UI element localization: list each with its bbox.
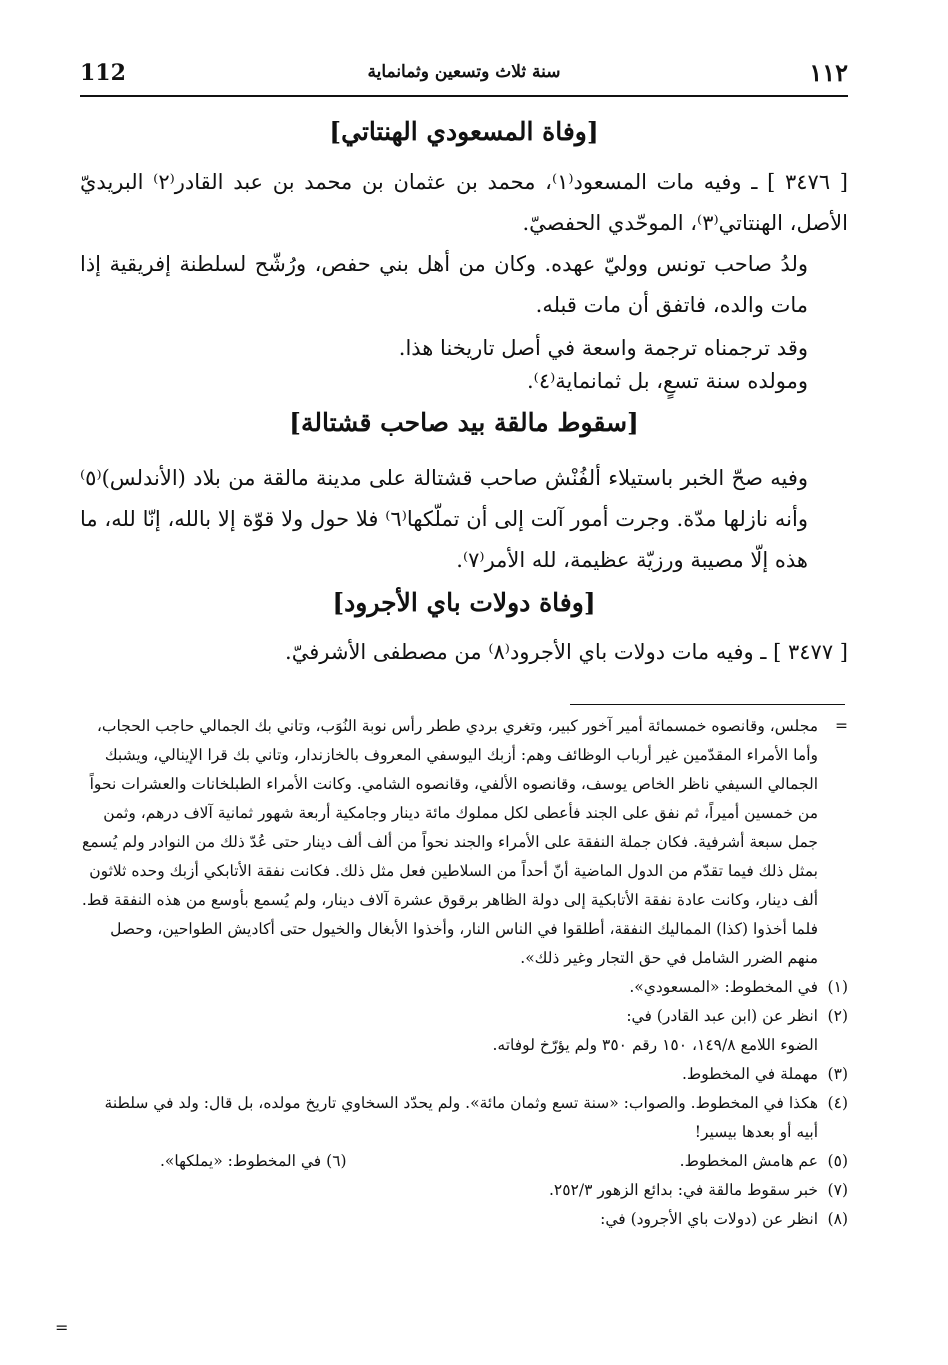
- section-body: [80, 458, 848, 581]
- footnote-number: (٣): [827, 1065, 848, 1083]
- continuation-mark-bottom: =: [55, 1318, 69, 1337]
- running-title: سنة ثلاث وتسعين وثمانماية: [367, 62, 561, 82]
- footnote-subtext: الضوء اللامع ١٤٩/٨، ١٥٠ رقم ٣٥٠ ولم يؤرّخ لوفاته.: [492, 1036, 818, 1054]
- footnote-text: خبر سقوط مالقة في: بدائع الزهور ٢٥٢/٣.: [548, 1181, 818, 1199]
- footnote-number: (٧): [827, 1181, 848, 1199]
- paragraph: وقد ترجمناه ترجمة واسعة في أصل تاريخنا هذا.: [398, 336, 808, 360]
- footnote-text: في المخطوط: «يملكها».: [160, 1152, 322, 1170]
- footnote-number: (٨): [827, 1210, 848, 1228]
- footnotes: [80, 712, 848, 1234]
- footnote-text: انظر عن (ابن عبد القادر) في:: [626, 1007, 818, 1025]
- footnote-text: انظر عن (دولات باي الأجرود) في:: [600, 1210, 818, 1228]
- footnote-number: (٦): [326, 1152, 347, 1170]
- section-body: [80, 632, 848, 673]
- footnote-continuation: [80, 712, 848, 973]
- footnote-number: (١): [827, 978, 848, 996]
- running-header: [80, 58, 848, 94]
- footnote: [80, 973, 848, 1002]
- footnote-pair: [80, 1147, 848, 1176]
- footnote: [80, 1002, 848, 1060]
- continuation-text: مجلس، وقانصوه خمسمائة أمير آخور كبير، وتغري بردي ططر رأس نوبة النُوَب، وتاني بك الجمالي حاجب الحجاب، وأما الأمراء المقدّمين غير أرباب الوظائف وهم: أزبك اليوسفي المعروف بالخازندار، وتاني بك قرا الإينالي، ويشبك الجمالي السيفي ناظر الخاص يوسف، وقانصوه الألفي، وقانصوه الشامي. وكانت الأمراء الطبلخانات والعشرات نحواً من خمسين أميراً، ثم نفق على الجند فأعطى لكل مملوك مائة دينار وجامكية أربعة شهور ثمانية آلاف درهم، وثمن جمل سبعة أشرفية. فكان جملة النفقة على الأمراء والجند نحواً من ألف ألف دينار حتى عُدّ ذلك من النوادر ولم يُسمع بمثل ذلك فيما تقدّم من الدول الماضية أنّ أحداً من السلاطين فعل مثل ذلك. فكانت نفقة الأتابكي أزبك وحده ثلاثون ألف دينار، وكانت عادة نفقة الأتابكية إلى دولة الظاهر برقوق عشرة آلاف دينار، ولم يُسمع بأوسع من هذه النفقة قط. فلما أخذوا (كذا) المماليك النفقة، أطلقوا في الناس النار، وأخذوا الأبغال والخيول حتى أكاديش الطواحين، وحصل منهم الضرر الشامل في حق التجار وغير ذلك».: [81, 717, 818, 967]
- footnote: [80, 1060, 848, 1089]
- paragraph: وفيه صحّ الخبر باستيلاء ألفُنْش صاحب قشتالة على مدينة مالقة من بلاد (الأندلس)⁽٥⁾ وأنه نازلها مدّة. وجرت أمور آلت إلى أن تملّكها⁽٦⁾ فلا حول ولا قوّة إلا بالله، إنّا لله، ما هذه إلّا مصيبة ورزيّة عظيمة، لله الأمر⁽٧⁾.: [80, 466, 808, 572]
- footnote-number: (٤): [827, 1094, 848, 1112]
- section-heading: [وفاة دولات باي الأجرود]: [332, 588, 596, 617]
- section-heading: [وفاة المسعودي الهنتاتي]: [329, 117, 599, 146]
- footnote-text: مهملة في المخطوط.: [681, 1065, 818, 1083]
- footnote: [80, 1089, 848, 1147]
- footnote-text: عم هامش المخطوط.: [679, 1152, 818, 1170]
- footnote: [80, 1176, 848, 1205]
- footnote: [80, 1205, 848, 1234]
- footnote-text: هكذا في المخطوط. والصواب: «سنة تسع وثمان مائة». ولم يحدّد السخاوي تاريخ مولده، بل قال: ولد في سلطنة أبيه أو بعدها بيسير!: [104, 1094, 818, 1141]
- continuation-mark: =: [835, 717, 848, 735]
- footnote-separator: [570, 704, 845, 705]
- paragraph: [ ٣٤٧٧ ] ـ وفيه مات دولات باي الأجرود⁽٨⁾ من مصطفى الأشرفيّ.: [285, 640, 848, 664]
- paragraph: [ ٣٤٧٦ ] ـ وفيه مات المسعود⁽١⁾، محمد بن عثمان بن محمد بن عبد القادر⁽٢⁾ البريديّ الأصل، الهنتاتي⁽٣⁾، الموحّدي الحفصيّ.: [80, 170, 848, 235]
- footnote-text: في المخطوط: «المسعودي».: [629, 978, 818, 996]
- section-heading: [سقوط مالقة بيد صاحب قشتالة]: [289, 408, 639, 437]
- page-number-latin: 112: [80, 60, 126, 86]
- footnote-secondary: [160, 1147, 347, 1176]
- paragraph: ومولده سنة تسعٍ، بل ثمانماية⁽٤⁾.: [527, 369, 808, 393]
- header-rule: [80, 95, 848, 97]
- paragraph: ولدُ صاحب تونس ووليّ عهده. وكان من أهل بني حفص، ورُشّح لسلطنة إفريقية إذا مات والده، فاتفق أن مات قبله.: [80, 252, 808, 317]
- footnote-number: (٥): [827, 1152, 848, 1170]
- page-number-arabic: ١١٢: [809, 58, 848, 87]
- footnote-number: (٢): [827, 1007, 848, 1025]
- section-body: [80, 162, 848, 398]
